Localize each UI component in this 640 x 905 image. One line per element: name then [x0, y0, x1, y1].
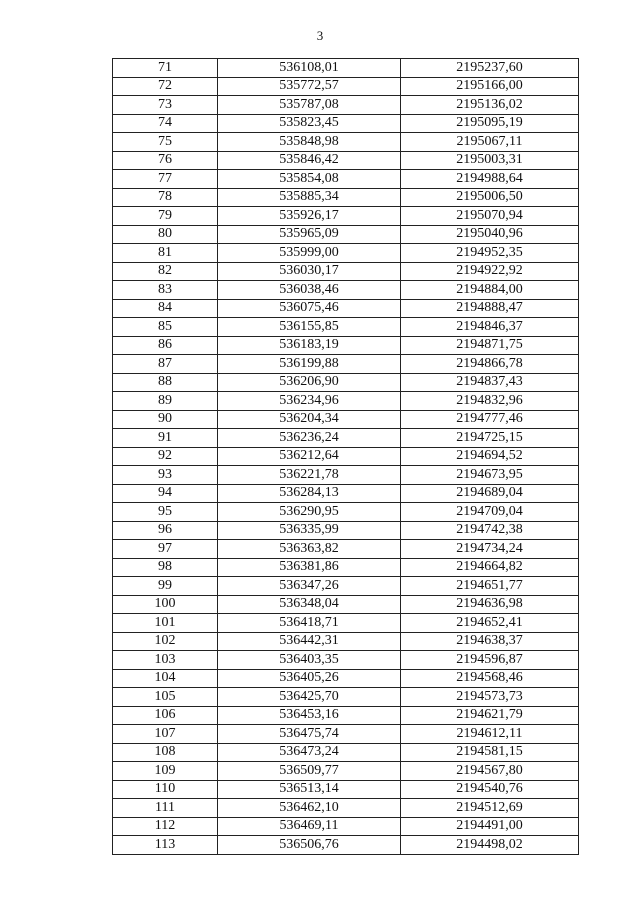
y-coordinate-cell: 2194612,11 [401, 725, 579, 744]
x-coordinate-cell: 536469,11 [218, 817, 401, 836]
y-coordinate-cell: 2194491,00 [401, 817, 579, 836]
x-coordinate-cell: 536075,46 [218, 299, 401, 318]
x-coordinate-cell: 536236,24 [218, 429, 401, 448]
table-row [113, 170, 579, 189]
y-coordinate-cell: 2195166,00 [401, 77, 579, 96]
point-number-cell: 83 [113, 281, 218, 300]
table-row [113, 262, 579, 281]
table-row [113, 836, 579, 855]
table-row [113, 59, 579, 78]
x-coordinate-cell: 536475,74 [218, 725, 401, 744]
x-coordinate-cell: 535848,98 [218, 133, 401, 152]
table-row [113, 706, 579, 725]
y-coordinate-cell: 2194694,52 [401, 447, 579, 466]
y-coordinate-cell: 2194922,92 [401, 262, 579, 281]
table-row [113, 355, 579, 374]
x-coordinate-cell: 536212,64 [218, 447, 401, 466]
point-number-cell: 95 [113, 503, 218, 522]
point-number-cell: 109 [113, 762, 218, 781]
point-number-cell: 77 [113, 170, 218, 189]
y-coordinate-cell: 2194581,15 [401, 743, 579, 762]
x-coordinate-cell: 536403,35 [218, 651, 401, 670]
point-number-cell: 79 [113, 207, 218, 226]
coordinates-table [112, 58, 579, 855]
point-number-cell: 84 [113, 299, 218, 318]
table-row [113, 540, 579, 559]
point-number-cell: 71 [113, 59, 218, 78]
table-row [113, 281, 579, 300]
table-row [113, 429, 579, 448]
x-coordinate-cell: 536506,76 [218, 836, 401, 855]
y-coordinate-cell: 2194689,04 [401, 484, 579, 503]
x-coordinate-cell: 535772,57 [218, 77, 401, 96]
point-number-cell: 87 [113, 355, 218, 374]
table-row [113, 96, 579, 115]
point-number-cell: 96 [113, 521, 218, 540]
point-number-cell: 81 [113, 244, 218, 263]
x-coordinate-cell: 536425,70 [218, 688, 401, 707]
table-row [113, 688, 579, 707]
coordinates-table-body [113, 59, 579, 855]
table-row [113, 762, 579, 781]
x-coordinate-cell: 536221,78 [218, 466, 401, 485]
y-coordinate-cell: 2194709,04 [401, 503, 579, 522]
point-number-cell: 75 [113, 133, 218, 152]
y-coordinate-cell: 2195040,96 [401, 225, 579, 244]
x-coordinate-cell: 536155,85 [218, 318, 401, 337]
point-number-cell: 74 [113, 114, 218, 133]
table-row [113, 410, 579, 429]
x-coordinate-cell: 536030,17 [218, 262, 401, 281]
table-row [113, 133, 579, 152]
table-row [113, 743, 579, 762]
x-coordinate-cell: 535926,17 [218, 207, 401, 226]
y-coordinate-cell: 2194888,47 [401, 299, 579, 318]
point-number-cell: 85 [113, 318, 218, 337]
point-number-cell: 88 [113, 373, 218, 392]
point-number-cell: 92 [113, 447, 218, 466]
x-coordinate-cell: 536462,10 [218, 799, 401, 818]
y-coordinate-cell: 2195006,50 [401, 188, 579, 207]
x-coordinate-cell: 536284,13 [218, 484, 401, 503]
y-coordinate-cell: 2194832,96 [401, 392, 579, 411]
point-number-cell: 86 [113, 336, 218, 355]
y-coordinate-cell: 2194846,37 [401, 318, 579, 337]
point-number-cell: 100 [113, 595, 218, 614]
point-number-cell: 82 [113, 262, 218, 281]
x-coordinate-cell: 535885,34 [218, 188, 401, 207]
point-number-cell: 98 [113, 558, 218, 577]
y-coordinate-cell: 2194636,98 [401, 595, 579, 614]
x-coordinate-cell: 536038,46 [218, 281, 401, 300]
table-row [113, 614, 579, 633]
table-row [113, 318, 579, 337]
y-coordinate-cell: 2194596,87 [401, 651, 579, 670]
table-row [113, 151, 579, 170]
y-coordinate-cell: 2194988,64 [401, 170, 579, 189]
x-coordinate-cell: 536199,88 [218, 355, 401, 374]
x-coordinate-cell: 536290,95 [218, 503, 401, 522]
point-number-cell: 107 [113, 725, 218, 744]
table-row [113, 114, 579, 133]
x-coordinate-cell: 536473,24 [218, 743, 401, 762]
point-number-cell: 112 [113, 817, 218, 836]
table-row [113, 521, 579, 540]
x-coordinate-cell: 535787,08 [218, 96, 401, 115]
y-coordinate-cell: 2194638,37 [401, 632, 579, 651]
point-number-cell: 111 [113, 799, 218, 818]
x-coordinate-cell: 535846,42 [218, 151, 401, 170]
y-coordinate-cell: 2194652,41 [401, 614, 579, 633]
point-number-cell: 72 [113, 77, 218, 96]
y-coordinate-cell: 2195095,19 [401, 114, 579, 133]
y-coordinate-cell: 2194673,95 [401, 466, 579, 485]
point-number-cell: 105 [113, 688, 218, 707]
y-coordinate-cell: 2194567,80 [401, 762, 579, 781]
x-coordinate-cell: 536206,90 [218, 373, 401, 392]
y-coordinate-cell: 2194884,00 [401, 281, 579, 300]
table-row [113, 503, 579, 522]
x-coordinate-cell: 535965,09 [218, 225, 401, 244]
table-row [113, 651, 579, 670]
table-row [113, 577, 579, 596]
y-coordinate-cell: 2194651,77 [401, 577, 579, 596]
point-number-cell: 80 [113, 225, 218, 244]
point-number-cell: 102 [113, 632, 218, 651]
table-row [113, 466, 579, 485]
x-coordinate-cell: 536348,04 [218, 595, 401, 614]
y-coordinate-cell: 2194540,76 [401, 780, 579, 799]
x-coordinate-cell: 536335,99 [218, 521, 401, 540]
table-row [113, 484, 579, 503]
x-coordinate-cell: 536108,01 [218, 59, 401, 78]
y-coordinate-cell: 2194871,75 [401, 336, 579, 355]
y-coordinate-cell: 2194734,24 [401, 540, 579, 559]
table-row [113, 336, 579, 355]
point-number-cell: 91 [113, 429, 218, 448]
y-coordinate-cell: 2195136,02 [401, 96, 579, 115]
point-number-cell: 104 [113, 669, 218, 688]
table-row [113, 725, 579, 744]
x-coordinate-cell: 536347,26 [218, 577, 401, 596]
point-number-cell: 76 [113, 151, 218, 170]
y-coordinate-cell: 2195003,31 [401, 151, 579, 170]
point-number-cell: 78 [113, 188, 218, 207]
point-number-cell: 97 [113, 540, 218, 559]
table-row [113, 558, 579, 577]
table-row [113, 299, 579, 318]
y-coordinate-cell: 2194725,15 [401, 429, 579, 448]
table-row [113, 225, 579, 244]
x-coordinate-cell: 535823,45 [218, 114, 401, 133]
table-row [113, 207, 579, 226]
y-coordinate-cell: 2195237,60 [401, 59, 579, 78]
x-coordinate-cell: 536418,71 [218, 614, 401, 633]
y-coordinate-cell: 2195070,94 [401, 207, 579, 226]
y-coordinate-cell: 2194866,78 [401, 355, 579, 374]
y-coordinate-cell: 2194777,46 [401, 410, 579, 429]
page-number: 3 [316, 28, 324, 43]
x-coordinate-cell: 536453,16 [218, 706, 401, 725]
y-coordinate-cell: 2194573,73 [401, 688, 579, 707]
point-number-cell: 103 [113, 651, 218, 670]
x-coordinate-cell: 536381,86 [218, 558, 401, 577]
table-row [113, 669, 579, 688]
x-coordinate-cell: 536509,77 [218, 762, 401, 781]
point-number-cell: 110 [113, 780, 218, 799]
point-number-cell: 90 [113, 410, 218, 429]
table-row [113, 780, 579, 799]
table-row [113, 77, 579, 96]
table-row [113, 632, 579, 651]
point-number-cell: 73 [113, 96, 218, 115]
table-row [113, 817, 579, 836]
x-coordinate-cell: 535999,00 [218, 244, 401, 263]
table-row [113, 447, 579, 466]
x-coordinate-cell: 536363,82 [218, 540, 401, 559]
table-row [113, 244, 579, 263]
y-coordinate-cell: 2194512,69 [401, 799, 579, 818]
y-coordinate-cell: 2194952,35 [401, 244, 579, 263]
y-coordinate-cell: 2194621,79 [401, 706, 579, 725]
x-coordinate-cell: 536442,31 [218, 632, 401, 651]
point-number-cell: 94 [113, 484, 218, 503]
point-number-cell: 113 [113, 836, 218, 855]
point-number-cell: 89 [113, 392, 218, 411]
table-row [113, 373, 579, 392]
x-coordinate-cell: 535854,08 [218, 170, 401, 189]
table-row [113, 188, 579, 207]
x-coordinate-cell: 536183,19 [218, 336, 401, 355]
point-number-cell: 106 [113, 706, 218, 725]
table-row [113, 799, 579, 818]
point-number-cell: 99 [113, 577, 218, 596]
table-row [113, 595, 579, 614]
y-coordinate-cell: 2194498,02 [401, 836, 579, 855]
y-coordinate-cell: 2195067,11 [401, 133, 579, 152]
point-number-cell: 93 [113, 466, 218, 485]
point-number-cell: 108 [113, 743, 218, 762]
x-coordinate-cell: 536234,96 [218, 392, 401, 411]
y-coordinate-cell: 2194742,38 [401, 521, 579, 540]
point-number-cell: 101 [113, 614, 218, 633]
x-coordinate-cell: 536405,26 [218, 669, 401, 688]
y-coordinate-cell: 2194664,82 [401, 558, 579, 577]
table-row [113, 392, 579, 411]
y-coordinate-cell: 2194837,43 [401, 373, 579, 392]
y-coordinate-cell: 2194568,46 [401, 669, 579, 688]
x-coordinate-cell: 536204,34 [218, 410, 401, 429]
x-coordinate-cell: 536513,14 [218, 780, 401, 799]
